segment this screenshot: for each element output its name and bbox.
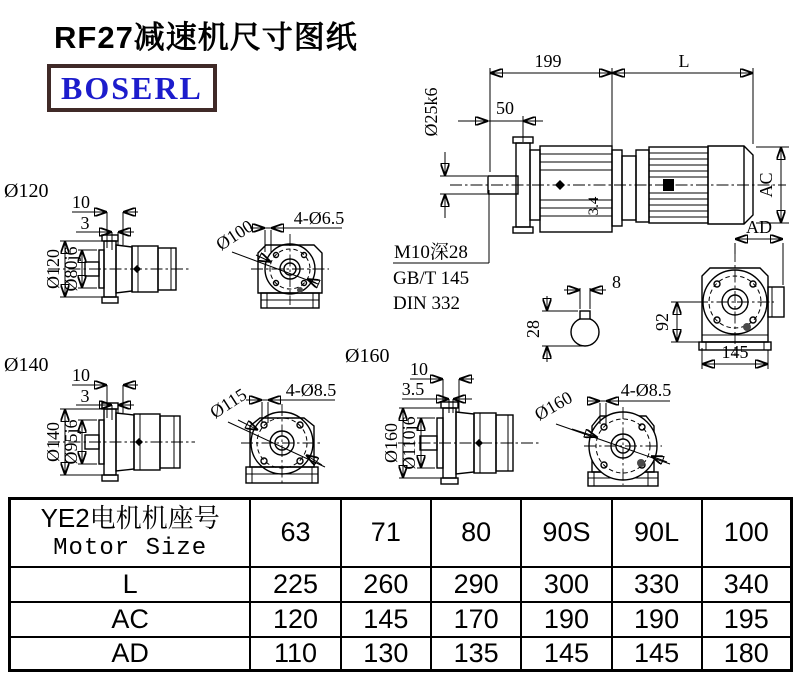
table-header-motor-size — [10, 499, 251, 567]
table-header-cn: YE2电机机座号 — [40, 502, 220, 533]
table-cell: 190 — [521, 602, 611, 637]
dim-AD: AD — [746, 217, 772, 237]
dim-c100-holes: 4-Ø6.5 — [293, 208, 345, 228]
dim-c100-bc: Ø100 — [212, 215, 257, 255]
dim-145: 145 — [721, 342, 749, 362]
table-cell: 145 — [521, 637, 611, 671]
dim-f120-3: 3 — [80, 213, 90, 233]
view-label-120: Ø120 — [4, 180, 49, 202]
brand-logo-text: BOSERL — [61, 70, 203, 106]
dim-f120-spigot: Ø80j6 — [61, 246, 81, 292]
view-label-160: Ø160 — [345, 345, 390, 367]
dim-50: 50 — [496, 98, 514, 118]
motor-dimension-table — [8, 497, 793, 672]
flange-120-side-view — [4, 180, 190, 303]
dim-3-4: 3.4 — [586, 196, 602, 216]
size-col-71: 71 — [341, 499, 431, 567]
dim-key-height: 28 — [523, 320, 543, 338]
size-col-90l: 90L — [612, 499, 702, 567]
table-cell: 225 — [250, 567, 340, 602]
note-tap-hole: M10深28 — [394, 242, 468, 263]
size-col-90s: 90S — [521, 499, 611, 567]
flange-140-side-view — [4, 354, 195, 481]
table-cell: 180 — [702, 637, 792, 671]
dim-f160-od: Ø160 — [381, 423, 401, 463]
table-cell: 340 — [702, 567, 792, 602]
motor-rear-view — [652, 250, 784, 369]
row-label-AC: AC — [10, 602, 251, 637]
view-label-140: Ø140 — [4, 354, 49, 376]
dim-key-width: 8 — [612, 272, 621, 292]
table-cell: 145 — [612, 637, 702, 671]
dim-f160-3-5: 3.5 — [401, 379, 425, 399]
table-cell: 170 — [431, 602, 521, 637]
dim-f140-10: 10 — [72, 365, 90, 385]
table-cell: 110 — [250, 637, 340, 671]
dim-f120-od: Ø120 — [43, 249, 63, 289]
dim-f140-od: Ø140 — [43, 422, 63, 462]
page-title: RF27减速机尺寸图纸 — [54, 20, 358, 55]
dim-f140-spigot: Ø95j6 — [61, 419, 81, 465]
table-header-en: Motor Size — [53, 534, 208, 562]
table-cell: 300 — [521, 567, 611, 602]
size-col-63: 63 — [250, 499, 340, 567]
table-cell: 145 — [341, 602, 431, 637]
dim-c160-holes: 4-Ø8.5 — [620, 380, 672, 400]
table-row-AD — [10, 637, 792, 671]
note-gb-standard: GB/T 145 — [393, 268, 470, 289]
size-col-100: 100 — [702, 499, 792, 567]
table-cell: 130 — [341, 637, 431, 671]
row-label-L: L — [10, 567, 251, 602]
flange-160-face-view — [531, 380, 671, 486]
size-col-80: 80 — [431, 499, 521, 567]
dim-c115-bc: Ø115 — [206, 384, 251, 423]
dim-f120-10: 10 — [72, 192, 90, 212]
dim-f160-spigot: Ø110j6 — [399, 416, 419, 470]
note-din-standard: DIN 332 — [393, 293, 461, 314]
table-cell: 260 — [341, 567, 431, 602]
dim-c160-bc: Ø160 — [531, 387, 576, 425]
flange-160-side-view — [345, 345, 540, 484]
dim-L: L — [678, 51, 690, 71]
dim-c115-holes: 4-Ø8.5 — [285, 380, 337, 400]
table-row-L — [10, 567, 792, 602]
dim-shaft-dia: Ø25k6 — [421, 87, 441, 137]
flange-100-face-view — [212, 208, 344, 308]
table-cell: 120 — [250, 602, 340, 637]
row-label-AD: AD — [10, 637, 251, 671]
dim-AC: AC — [756, 172, 776, 198]
table-cell: 290 — [431, 567, 521, 602]
shaft-key-section — [523, 272, 621, 362]
main-side-view — [450, 137, 786, 233]
table-cell: 190 — [612, 602, 702, 637]
table-cell: 135 — [431, 637, 521, 671]
dim-f160-10: 10 — [410, 359, 428, 379]
table-cell: 330 — [612, 567, 702, 602]
dim-92: 92 — [652, 313, 672, 331]
table-row-AC — [10, 602, 792, 637]
main-view-dimensions — [393, 51, 789, 314]
table-cell: 195 — [702, 602, 792, 637]
dim-f140-3: 3 — [80, 386, 90, 406]
dim-199: 199 — [534, 51, 562, 71]
flange-115-face-view — [206, 380, 336, 484]
